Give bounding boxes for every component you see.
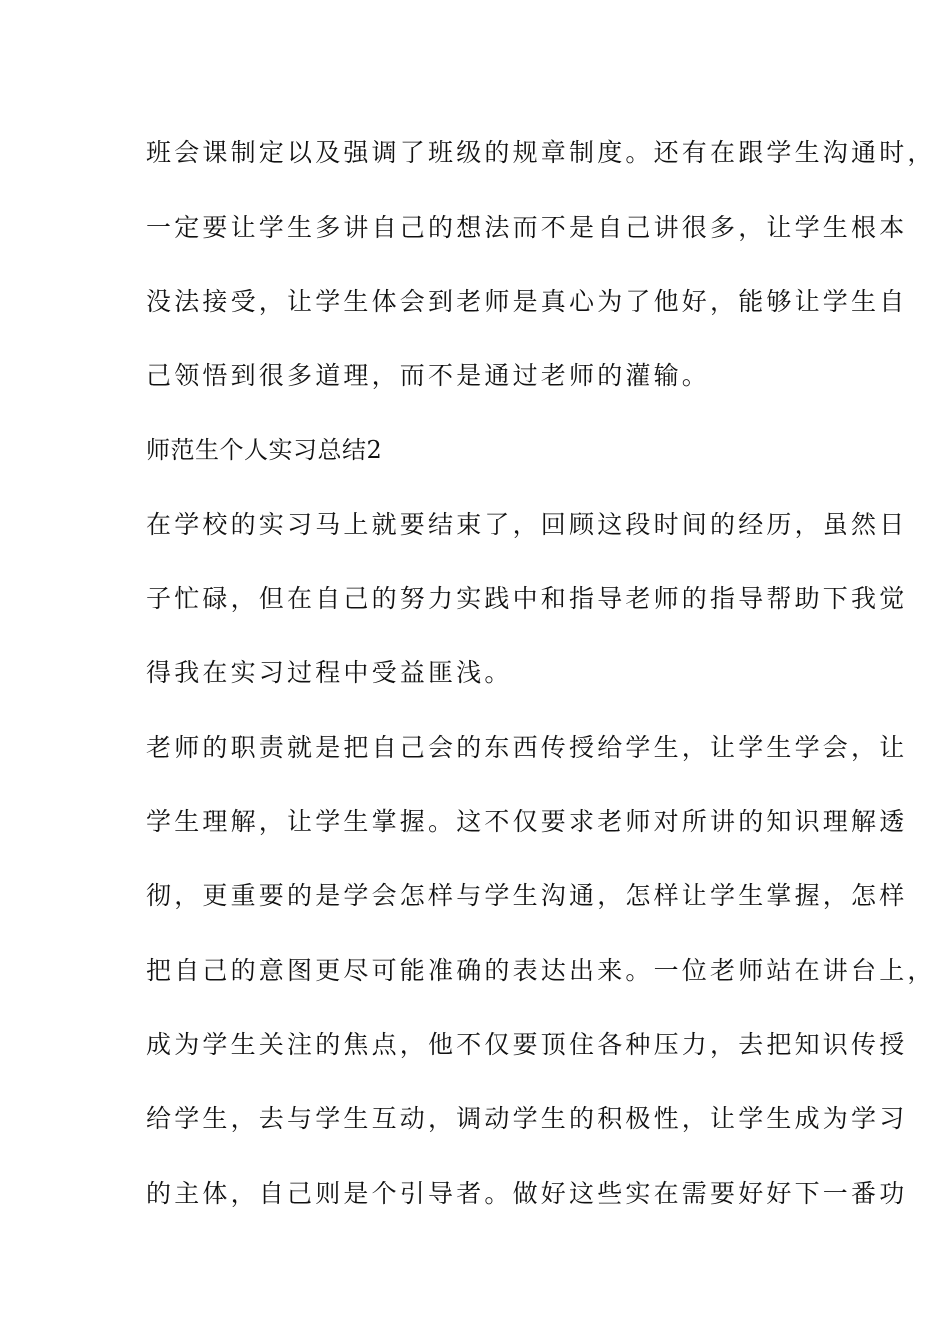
paragraph-line: 老师的职责就是把自己会的东西传授给学生，让学生学会，让	[146, 733, 908, 762]
paragraph-line: 一定要让学生多讲自己的想法而不是自己讲很多，让学生根本	[146, 213, 908, 242]
paragraph-line: 己领悟到很多道理，而不是通过老师的灌输。	[146, 361, 711, 390]
paragraph-line: 在学校的实习马上就要结束了，回顾这段时间的经历，虽然日	[146, 510, 908, 539]
paragraph-line: 成为学生关注的焦点，他不仅要顶住各种压力，去把知识传授	[146, 1030, 908, 1059]
paragraph-line: 学生理解，让学生掌握。这不仅要求老师对所讲的知识理解透	[146, 807, 908, 836]
paragraph-line: 把自己的意图更尽可能准确的表达出来。一位老师站在讲台上，	[146, 956, 936, 985]
section-heading: 师范生个人实习总结2	[146, 436, 383, 464]
paragraph-line: 的主体，自己则是个引导者。做好这些实在需要好好下一番功	[146, 1179, 908, 1208]
paragraph-line: 班会课制定以及强调了班级的规章制度。还有在跟学生沟通时，	[146, 138, 936, 167]
paragraph-line: 得我在实习过程中受益匪浅。	[146, 658, 513, 687]
paragraph-line: 给学生，去与学生互动，调动学生的积极性，让学生成为学习	[146, 1104, 908, 1133]
paragraph-line: 子忙碌，但在自己的努力实践中和指导老师的指导帮助下我觉	[146, 584, 908, 613]
paragraph-line: 没法接受，让学生体会到老师是真心为了他好，能够让学生自	[146, 287, 908, 316]
paragraph-line: 彻，更重要的是学会怎样与学生沟通，怎样让学生掌握，怎样	[146, 881, 908, 910]
